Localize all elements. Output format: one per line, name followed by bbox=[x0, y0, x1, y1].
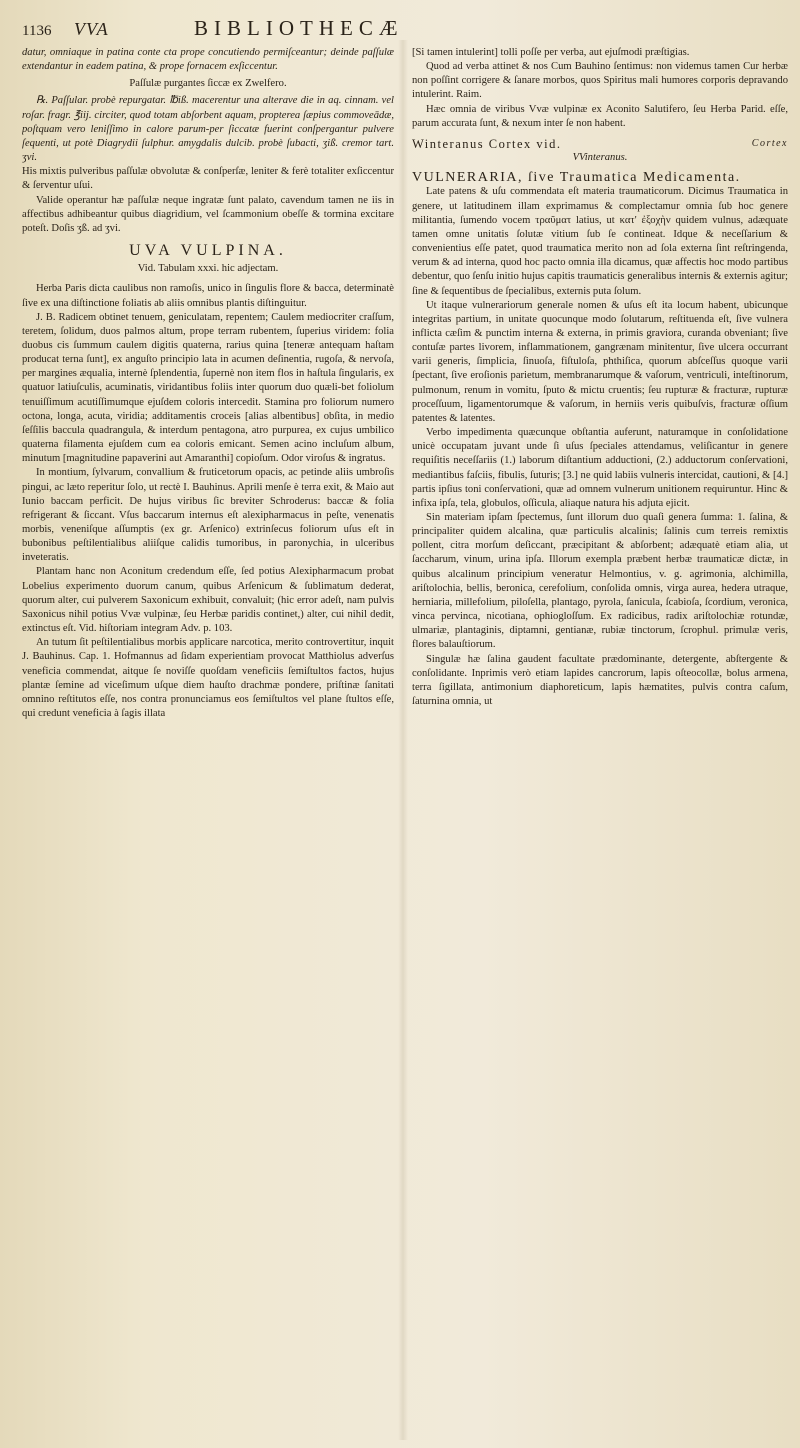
paragraph: ℞. Paſſular. probè repurgatar. ℔iß. macerentur una alterave die in aq. cinnam. vel roſar. fragr. ℥iij. circiter, quod totam abſorbent aquam, propterea ſæpius commoveādæ, poſtquam vero leniſſimo in calore parum-per ſiccatæ fuerint conſpergantur pulvere ſequenti, ut potè Diagrydii ſulphur. amygdalis dulcib. probè ſubacti, ʒiß. cremor tart. ʒvi. bbox=[22, 95, 394, 164]
subheading: Paſſulæ purgantes ſiccæ ex Zwelfero. bbox=[129, 78, 287, 90]
section-title: UVA VULPINA. bbox=[129, 242, 287, 260]
paragraph: In montium, ſylvarum, convallium & fruticetorum opacis, ac petinde aliis umbroſis pingui, ac læto reperitur ſolo, ut rectè I. Bauhinus. Aprili menſe è terra exit, & Maio aut Iunio baccam perficit. De hujus viribus ſic breviter Schroderus: baccæ & folia refrigerant & ſiccant. Vſus baccarum internus eſt alexipharmacus in peſte, venenatis morbis, veneniſque aſſumptis (ex gr. Arſenico) extrinſecus foliorum uſus eſt in bubonibus peſtilentialibus aliiſque calidis tumoribus, in paronychia, in ulceribus inveteratis. bbox=[22, 467, 394, 564]
running-header bbox=[22, 16, 786, 42]
column-gutter bbox=[398, 40, 408, 1440]
section-subtitle: Vid. Tabulam xxxi. hic adjectam. bbox=[137, 263, 279, 275]
entry-heading-text: Winteranus Cortex vid. bbox=[412, 136, 562, 151]
margin-note: Cortex bbox=[751, 137, 788, 149]
paragraph: Hæc omnia de viribus Vvæ vulpinæ ex Aconito Salutifero, ſeu Herba Parid. eſſe, parum accurata ſunt, & nexum inter ſe non habent. bbox=[412, 103, 788, 129]
paragraph: Verbo impedimenta quæcunque obſtantia auferunt, naturamque in conſolidatione unicè occupatam juvant unde ſi uſus ſpeciales attendamus, veliſicantur in genere requiſitis neceſſariis (1.) laborum diſtantium adductioni, (2.) adductorum conſervationi, mediantibus faſciis, fibulis, ſuturis; [3.] ne quid labiis vulneris intercidat, cautioni, & [4.] partis ipſius toni conſervationi, quæ ad omnem vulnerum unitionem requiruntur. Hinc & infixa ipſa, tela, globulos, oſſicula, aliaque natura his adjuta ejicit. bbox=[412, 427, 788, 509]
entry-subheading: VVinteranus. bbox=[572, 152, 628, 164]
entry-heading-vulneraria: VULNERARIA, ſive Traumatica Medicamenta. bbox=[412, 170, 741, 186]
page-number: 1136 bbox=[22, 23, 52, 39]
left-column bbox=[22, 46, 394, 1436]
paragraph: Sin materiam ipſam ſpectemus, ſunt illorum duo quaſi genera ſumma: 1. ſalina, & principaliter quidem alcalina, quæ particulis alcalinis; ſalinis cum terreis remixtis pollent, citra morſum deſiccant, præcipitant & abſorbent; adæquatè etiam alia, ut ſaccharum, vinum, urina ipſa. Illorum exempla præbent herbæ traumaticæ dictæ, in quibus alcalinum principium veneratur Helmontius, v. g. agrimonia, alchimilla, ariſtolochia, bellis, beronica, cerefolium, conſolida omnis, virga aurea, hedera utraque, herniaria, millefolium, piloſella, plantago, pyrola, ſanicula, ſcabioſa, ſcordium, veronica, vinca pervinca, nicotiana, ophiogloſſum. Ex radicibus, radix ariſtolochiæ rotundæ, ulmariæ, plantaginis, diptamni, gentianæ, rubiæ tinctorum, ſcrophul. primulæ veris, flores balauſtiorum. bbox=[412, 512, 788, 651]
running-head-left: VVA bbox=[74, 19, 109, 39]
paragraph: Herba Paris dicta caulibus non ramoſis, unico in ſingulis flore & bacca, determinatè ſive ex una diſtinctione foliatis ab aliis omnibus plantis diſtinguitur. bbox=[22, 283, 394, 309]
paragraph: J. B. Radicem obtinet tenuem, geniculatam, repentem; Caulem mediocriter craſſum, teretem, ſolidum, duos palmos altum, prope terram rubentem, ſuperius viridem: folia duobus cis ſummum caulem digitis quaterna, rarius quina [teneræ antequam haſtam producat terna ſunt], ex anguſto principio lata in acumen deſinentia, rugoſa, & nervoſa, per margines æqualia, internè ſplendentia, ſupernè non item flos in haſtula ſingularis, ex quatuor latiuſculis, acuminatis, viridantibus foliis inter quorum duo quæli-bet foliolum tenuiſſimum acutiſſimumque ejuſdem coloris intercedit. Stamina pro foliorum numero octona, longa, acuta, viridia; additamentis croceis [alias albentibus] obſita, in medio ſeſſilis baccula quadrangula, & interdum pentagona, atro purpurea, ex cujus umbilico quaterna filamenta ejuſdem cum ea coloris emicant. Semen acino incluſum album, minutum [magnitudine papaverini aut Amaranthi] copioſum. Odor viroſus & ingratus. bbox=[22, 311, 394, 465]
paragraph: His mixtis pulveribus paſſulæ obvolutæ & conſperſæ, leniter & ferè totaliter exſiccentur & ſerventur uſui. bbox=[22, 166, 394, 192]
paragraph: An tutum ſit peſtilentialibus morbis applicare narcotica, merito controvertitur, inquit J. Bauhinus. Cap. 1. Hofmannus ad ſidam experientiam provocat Matthiolus adverſus veneficia commendat, aitque ſe noviſſe quoſdam veneficiis ſemiſtultos factos, hujus plantæ ſemine ad viceſimum uſque diem hauſto drachmæ pondere, priſtinæ ſanitati omnino reſtitutos eſſe, nos contra pronunciamus eos ſemiſtultos vel plane ſtultos eſſe, qui credunt veneficia à ſagis illata bbox=[22, 637, 394, 720]
paragraph: Late patens & uſu commendata eſt materia traumaticorum. Dicimus Traumatica in genere, ut latitudinem illam exprimamus & complectamur omnia ſub hoc genere militantia, ſumendo vocem τραῦματ latius, ut κατ' ἐξοχὴν quidem vulnus, adæquate tamen omne unitatis ſolutæ vitium ſub ſe contineat. Idque & neceſſarium & convenientius eſſe patet, quod traumatica merito non ad ſola externa ſint reſtringenda, verum & ad interna, quod hoc pacto omnia illa dicamus, quæ affectis hoc modo partibus debentur, quo ſenſu initio hujus capitis traumaticis generalibus internis & externis agitur; ſine & ſequentibus de ſpecialibus, externis puta ſolum. bbox=[412, 186, 788, 297]
paragraph: Plantam hanc non Aconitum credendum eſſe, ſed potius Alexipharmacum probat Lobelius experimento duorum canum, quibus Arſenicum & ſublimatum dederat, quorum alter, cui pulverem Saxonicum exhibuit, convaluit; (hic error adeſt, nam pulvis Saxonicus nihil potius Vvæ vulpinæ, ſeu Herbæ paridis continet,) alter, cui nihil dedit, extinctus eſt. Vid. hiſtoriam integram Adv. p. 103. bbox=[22, 566, 394, 635]
running-title: BIBLIOTHECÆ bbox=[194, 16, 404, 40]
paragraph: [Si tamen intulerint] tolli poſſe per verba, aut ejuſmodi præſtigias. bbox=[412, 47, 690, 58]
paragraph: Valide operantur hæ paſſulæ neque ingratæ ſunt palato, cavendum tamen ne iis in affectibus adhibeantur quibus diagridium, vel ſcammonium obeſſe & tormina excitare poteſt. Doſis ʒß. ad ʒvi. bbox=[22, 194, 394, 234]
entry-heading-winteranus bbox=[412, 137, 788, 151]
paragraph: datur, omniaque in patina conte cta prope concutiendo permiſceantur; deinde paſſulæ extendantur in eadem patina, & prope fornacem exſiccentur. bbox=[22, 47, 394, 73]
paragraph: Ut itaque vulnerariorum generale nomen & uſus eſt ita locum habent, ubicunque integritas partium, in unitate quocunque modo ſolutarum, reſtituenda eſt, ſive vulnera inflicta cæſim & punctim interna & externa, in primis graviora, curanda obveniant; ſive contuſæ partes livorem, inflammationem, gangrænam minitentur, ſive ulcera occurrant varii generis, ſimplicia, ſinuoſa, fiſtuloſa, phthiſica, quorum abſceſſus quoque varii ſpectant, ſive eroſionis parietum, membranarumque & vaſorum, ventriculi, inteſtinorum, pulmonum, renum in vomitu, ſputo & mictu cruentis; ſeu rupturæ & fracturæ, rupturæ proceſſuum, ligamentorumque & vaſorum, in herniis veris quibuſvis, fracturæ oſſium patentes & latentes. bbox=[412, 299, 788, 424]
right-column bbox=[412, 46, 788, 1436]
paragraph: Singulæ hæ ſalina gaudent facultate prædominante, detergente, abſtergente & conſolidante. Inprimis verò etiam lapides cancrorum, lapis oſteocollæ, bolus armena, terra ſigillata, antimonium diaphoreticum, lapis hæmatites, pulvis contra caſum, ſaturnina omnia, ut bbox=[412, 653, 788, 708]
paragraph: Quod ad verba attinet & nos Cum Bauhino ſentimus: non videmus tamen Cur herbæ non poſſint corrigere & ſanare morbos, quos Spiritus mali humores corporis depravando intulerint. Raim. bbox=[412, 61, 788, 101]
